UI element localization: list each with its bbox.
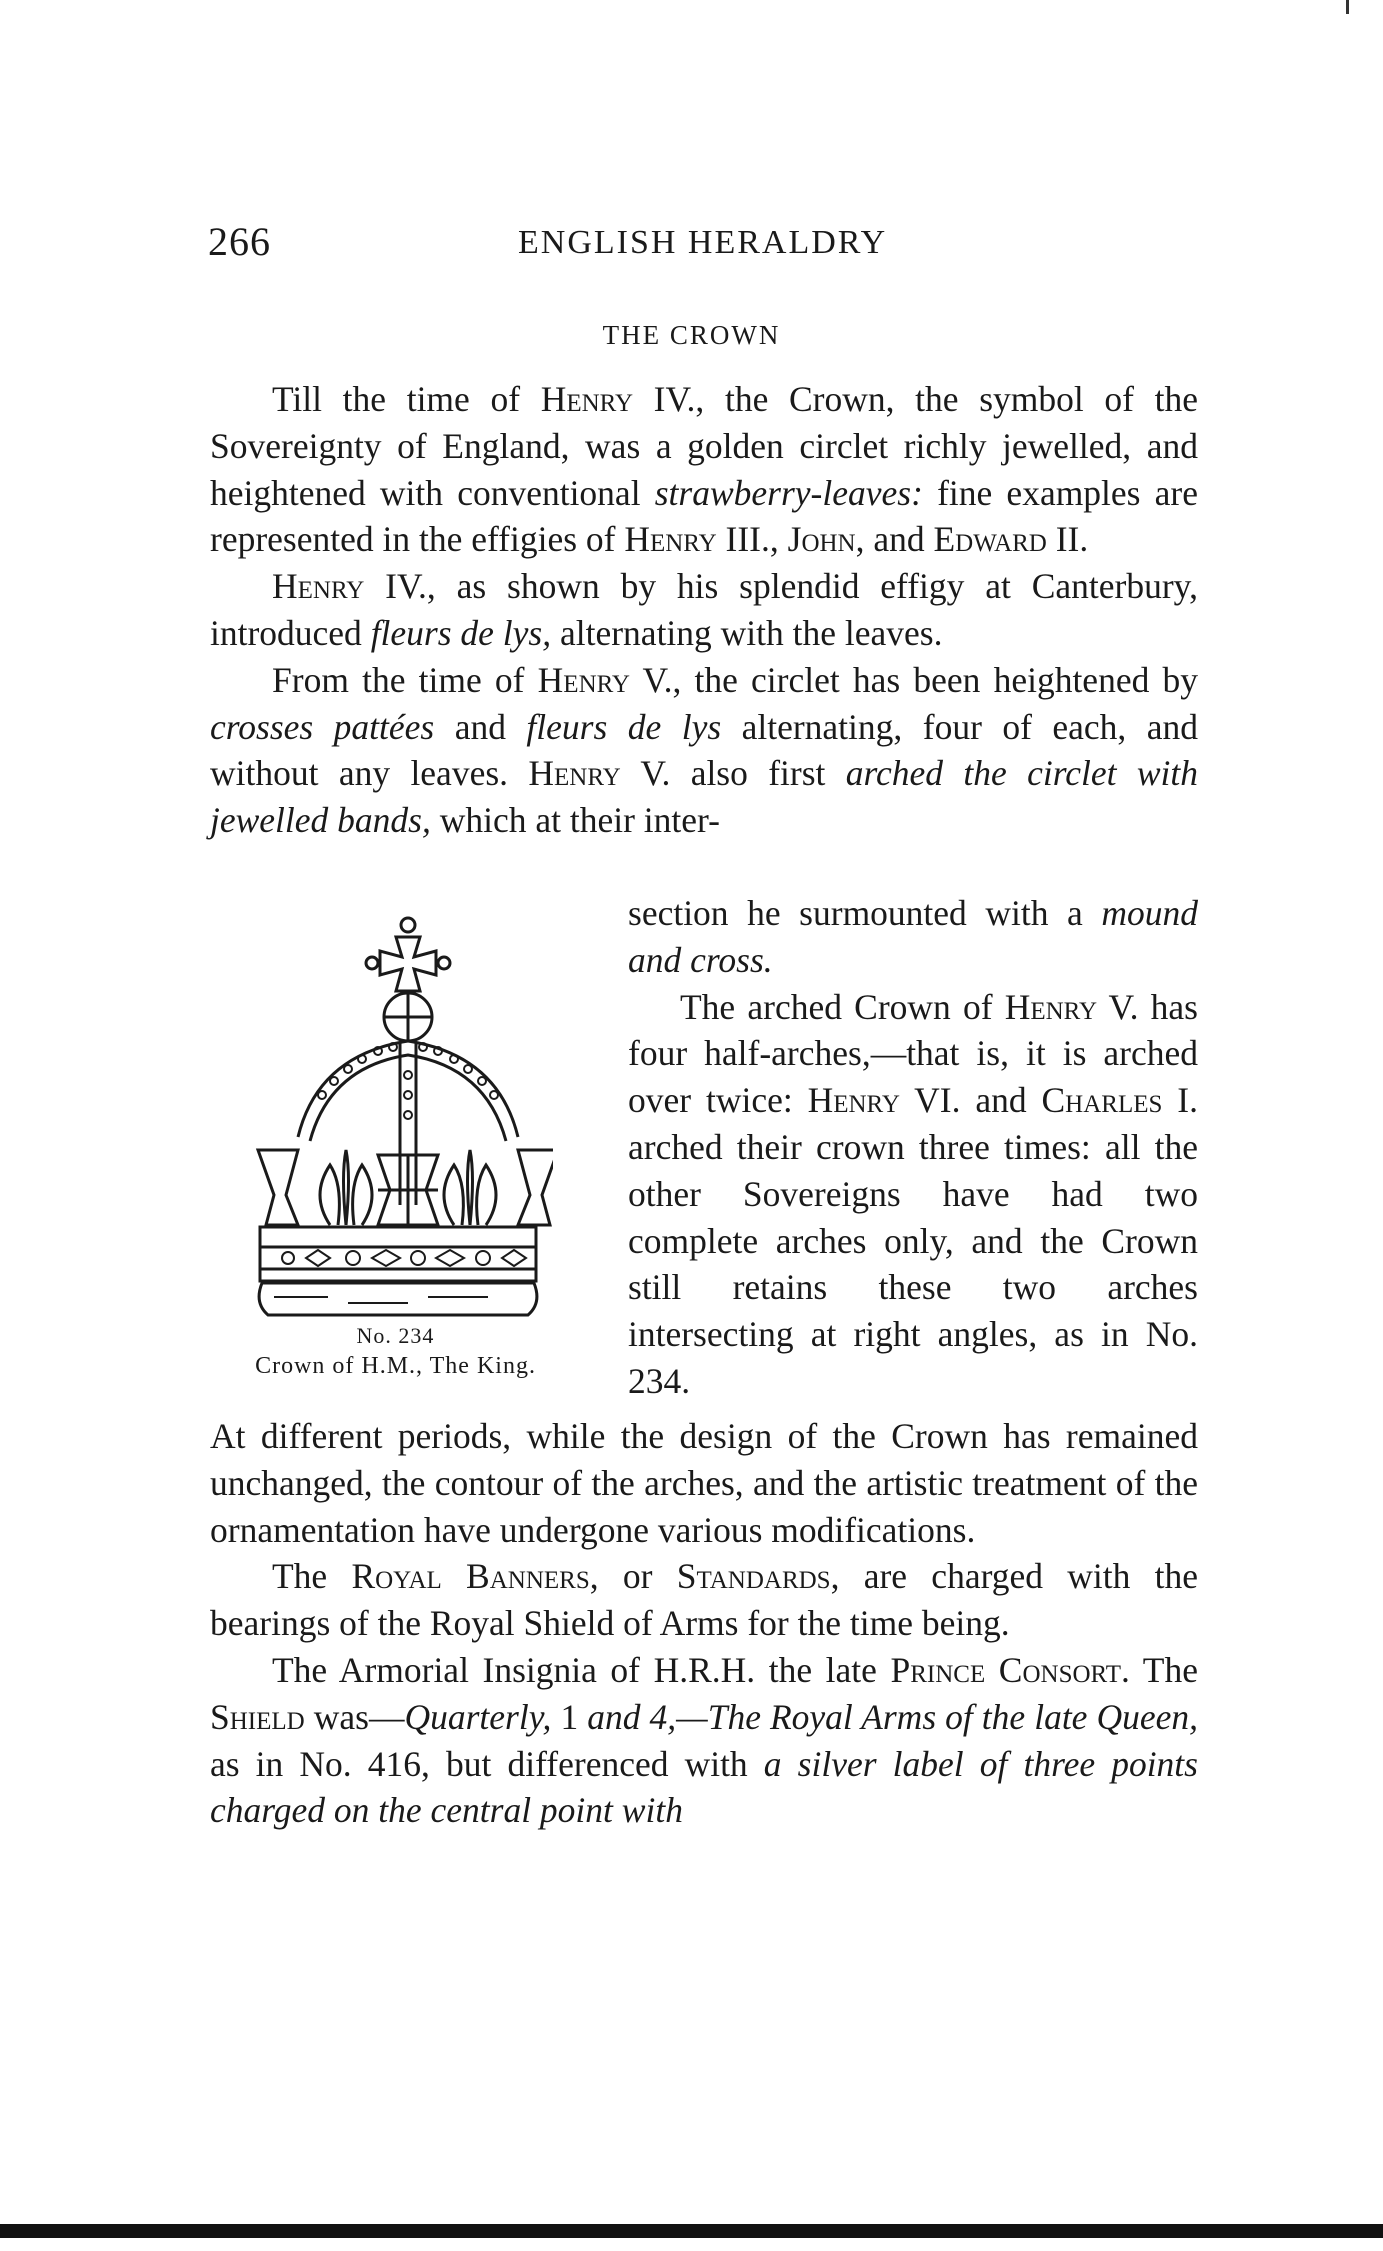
ermine-base [259,1283,537,1315]
paragraph-mound-and-cross: section he surmounted with a mound and cross. [628,893,1198,980]
fleur-de-lys-left [320,1150,372,1225]
figure-caption: Crown of H.M., The King. [255,1353,536,1379]
circlet-upper-band [260,1227,536,1247]
paragraph-periods: At different periods, while the design of the Crown has remained unchanged, the contour of the arches, and the artistic treatment of the ornamentation have undergone various modifications. [210,1416,1198,1550]
paragraph-arched-crown: The arched Crown of Henry V. has four half-arches,—that is, it is arched over twice: Henry VI. and Charles I. arched their crown three times: all the other Sovereigns have had two complete arches only, and the Crown still retains these two arches intersecting at right angles, as in No. 234. [628,986,1198,1401]
crown-figure [208,905,583,1425]
page-number: 266 [208,219,271,264]
circlet-pearl-band [260,1269,536,1281]
scan-edge-mark [1346,0,1349,14]
paragraph-prince-consort: The Armorial Insignia of H.R.H. the late Prince Consort. The Shield was—Quarterly, 1 and 4,—The Royal Arms of the late Queen, as in No. 416, but differenced with a silver label of three points charged on the central point with [210,1649,1198,1831]
paragraph-fleurs-de-lys: Henry IV., as shown by his splendid effigy at Canterbury, introduced fleurs de lys, alternating with the leaves. [210,566,1198,653]
section-title: THE CROWN [602,320,781,350]
finial-pearl [401,918,415,932]
running-title: ENGLISH HERALDRY [518,224,888,261]
text-block-beside-figure [628,890,1198,1405]
paragraph-royal-banners: The Royal Banners, or Standards, are charged with the bearings of the Royal Shield of Arms for the time being. [210,1556,1199,1644]
fleur-de-lys-right [444,1150,496,1225]
text-block-top [210,376,1198,844]
paragraph-crosses-pattees: From the time of Henry V., the circlet has been heightened by crosses pattées and fleurs de lys alternating, four of each, and without any leaves. Henry V. also first arched the circlet with jewelled bands, which at their inter- [210,659,1198,841]
page-header [208,210,1198,270]
half-cross-right [518,1150,553,1225]
scan-bottom-edge [0,2224,1383,2238]
cross-pattee-top [380,937,436,991]
figure-number: No. 234 [356,1323,435,1348]
paragraph-henry-iv-circlet: Till the time of Henry IV., the Crown, the symbol of the Sovereignty of England, was a golden circlet richly jewelled, and heightened with conventional strawberry-leaves: fine examples are represented in the effigies of Henry III., John, and Edward II. [210,379,1199,560]
text-block-bottom [210,1413,1198,1834]
crown-illustration [238,905,553,1320]
half-cross-left [258,1150,298,1225]
